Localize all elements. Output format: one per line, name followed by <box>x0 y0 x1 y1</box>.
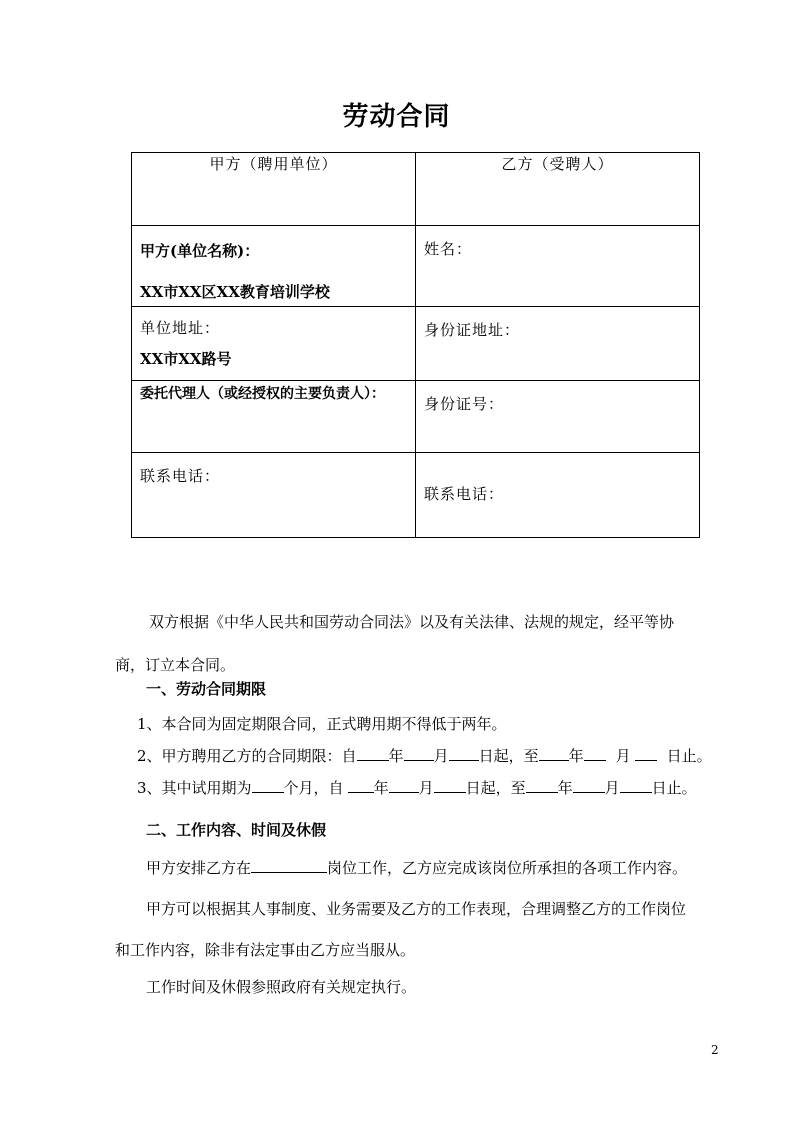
blank-position[interactable] <box>251 858 327 873</box>
item-2-prefix: 2、甲方聘用乙方的合同期限：自 <box>137 747 357 765</box>
table-row <box>132 226 700 307</box>
blank-start-day[interactable] <box>449 746 479 761</box>
intro-line-2: 商，订立本合同。 <box>115 656 236 674</box>
item-2-month: 月 <box>433 747 449 765</box>
phone-b-cell <box>416 453 700 538</box>
blank-probation-start-day[interactable] <box>434 778 466 793</box>
address-value: XX市XX路号 <box>140 350 232 368</box>
item-3-year: 年 <box>373 779 389 797</box>
section-1-item-3 <box>137 777 697 798</box>
party-b-name-label: 姓名： <box>424 240 473 258</box>
id-address-label: 身份证地址： <box>424 321 521 339</box>
item-2-year-2: 年 <box>568 747 584 765</box>
section-1-heading: 一、劳动合同期限 <box>146 680 267 698</box>
table-header-row <box>132 153 700 226</box>
section-1-item-1: 1、本合同为固定期限合同，正式聘用期不得低于两年。 <box>137 715 507 733</box>
parties-table <box>131 152 700 538</box>
page-number: 2 <box>711 1043 719 1057</box>
intro-line-1: 双方根据《中华人民共和国劳动合同法》以及有关法律、法规的规定，经平等协 <box>149 613 675 631</box>
section-2-para-2-line-2: 和工作内容，除非有法定事由乙方应当服从。 <box>115 941 416 959</box>
section-2-heading: 二、工作内容、时间及休假 <box>146 821 327 839</box>
phone-a-cell <box>132 453 416 538</box>
header-party-b: 乙方（受聘人） <box>416 153 700 226</box>
item-3-months: 个月，自 <box>283 779 344 797</box>
section-2-para-1 <box>146 857 687 878</box>
id-number-cell <box>416 381 700 453</box>
blank-end-year[interactable] <box>539 746 569 761</box>
section-2-para-2-line-1: 甲方可以根据其人事制度、业务需要及乙方的工作表现，合理调整乙方的工作岗位 <box>146 900 687 918</box>
blank-probation-end-year[interactable] <box>526 778 558 793</box>
item-2-day-from: 日起，至 <box>478 747 539 765</box>
party-a-name-label: 甲方(单位名称)： <box>140 242 260 260</box>
item-2-day-to: 日止。 <box>666 747 712 765</box>
party-b-name-cell <box>416 226 700 307</box>
address-label: 单位地址： <box>140 319 221 337</box>
table-row <box>132 381 700 453</box>
item-3-month-2: 月 <box>604 779 620 797</box>
item-3-year-2: 年 <box>557 779 573 797</box>
table-row <box>132 453 700 538</box>
agent-label: 委托代理人（或经授权的主要负责人）： <box>140 386 385 402</box>
agent-cell <box>132 381 416 453</box>
section-1-item-2 <box>137 745 712 766</box>
blank-probation-months[interactable] <box>252 778 284 793</box>
item-3-day-from: 日起，至 <box>465 779 526 797</box>
item-2-month-2: 月 <box>615 747 631 765</box>
address-cell <box>132 307 416 381</box>
table-row <box>132 307 700 381</box>
para-1-prefix: 甲方安排乙方在 <box>146 859 252 877</box>
blank-end-day[interactable] <box>635 746 657 761</box>
section-2-para-3: 工作时间及休假参照政府有关规定执行。 <box>146 978 417 996</box>
party-a-name-value: XX市XX区XX教育培训学校 <box>140 283 330 301</box>
header-party-a: 甲方（聘用单位） <box>132 153 416 226</box>
blank-probation-end-month[interactable] <box>573 778 605 793</box>
item-3-prefix: 3、其中试用期为 <box>137 779 252 797</box>
blank-probation-start-year[interactable] <box>348 778 374 793</box>
id-number-label: 身份证号： <box>424 395 505 413</box>
item-2-year: 年 <box>388 747 404 765</box>
blank-probation-start-month[interactable] <box>389 778 419 793</box>
phone-a-label: 联系电话： <box>140 467 221 485</box>
para-1-suffix: 岗位工作，乙方应完成该岗位所承担的各项工作内容。 <box>327 859 688 877</box>
blank-start-year[interactable] <box>357 746 389 761</box>
blank-probation-end-day[interactable] <box>620 778 652 793</box>
item-3-month: 月 <box>418 779 434 797</box>
party-a-name-cell <box>132 226 416 307</box>
phone-b-label: 联系电话： <box>424 485 505 503</box>
blank-end-month[interactable] <box>584 746 606 761</box>
document-title: 劳动合同 <box>342 102 451 132</box>
blank-start-month[interactable] <box>404 746 434 761</box>
item-3-day-to: 日止。 <box>651 779 697 797</box>
id-address-cell <box>416 307 700 381</box>
